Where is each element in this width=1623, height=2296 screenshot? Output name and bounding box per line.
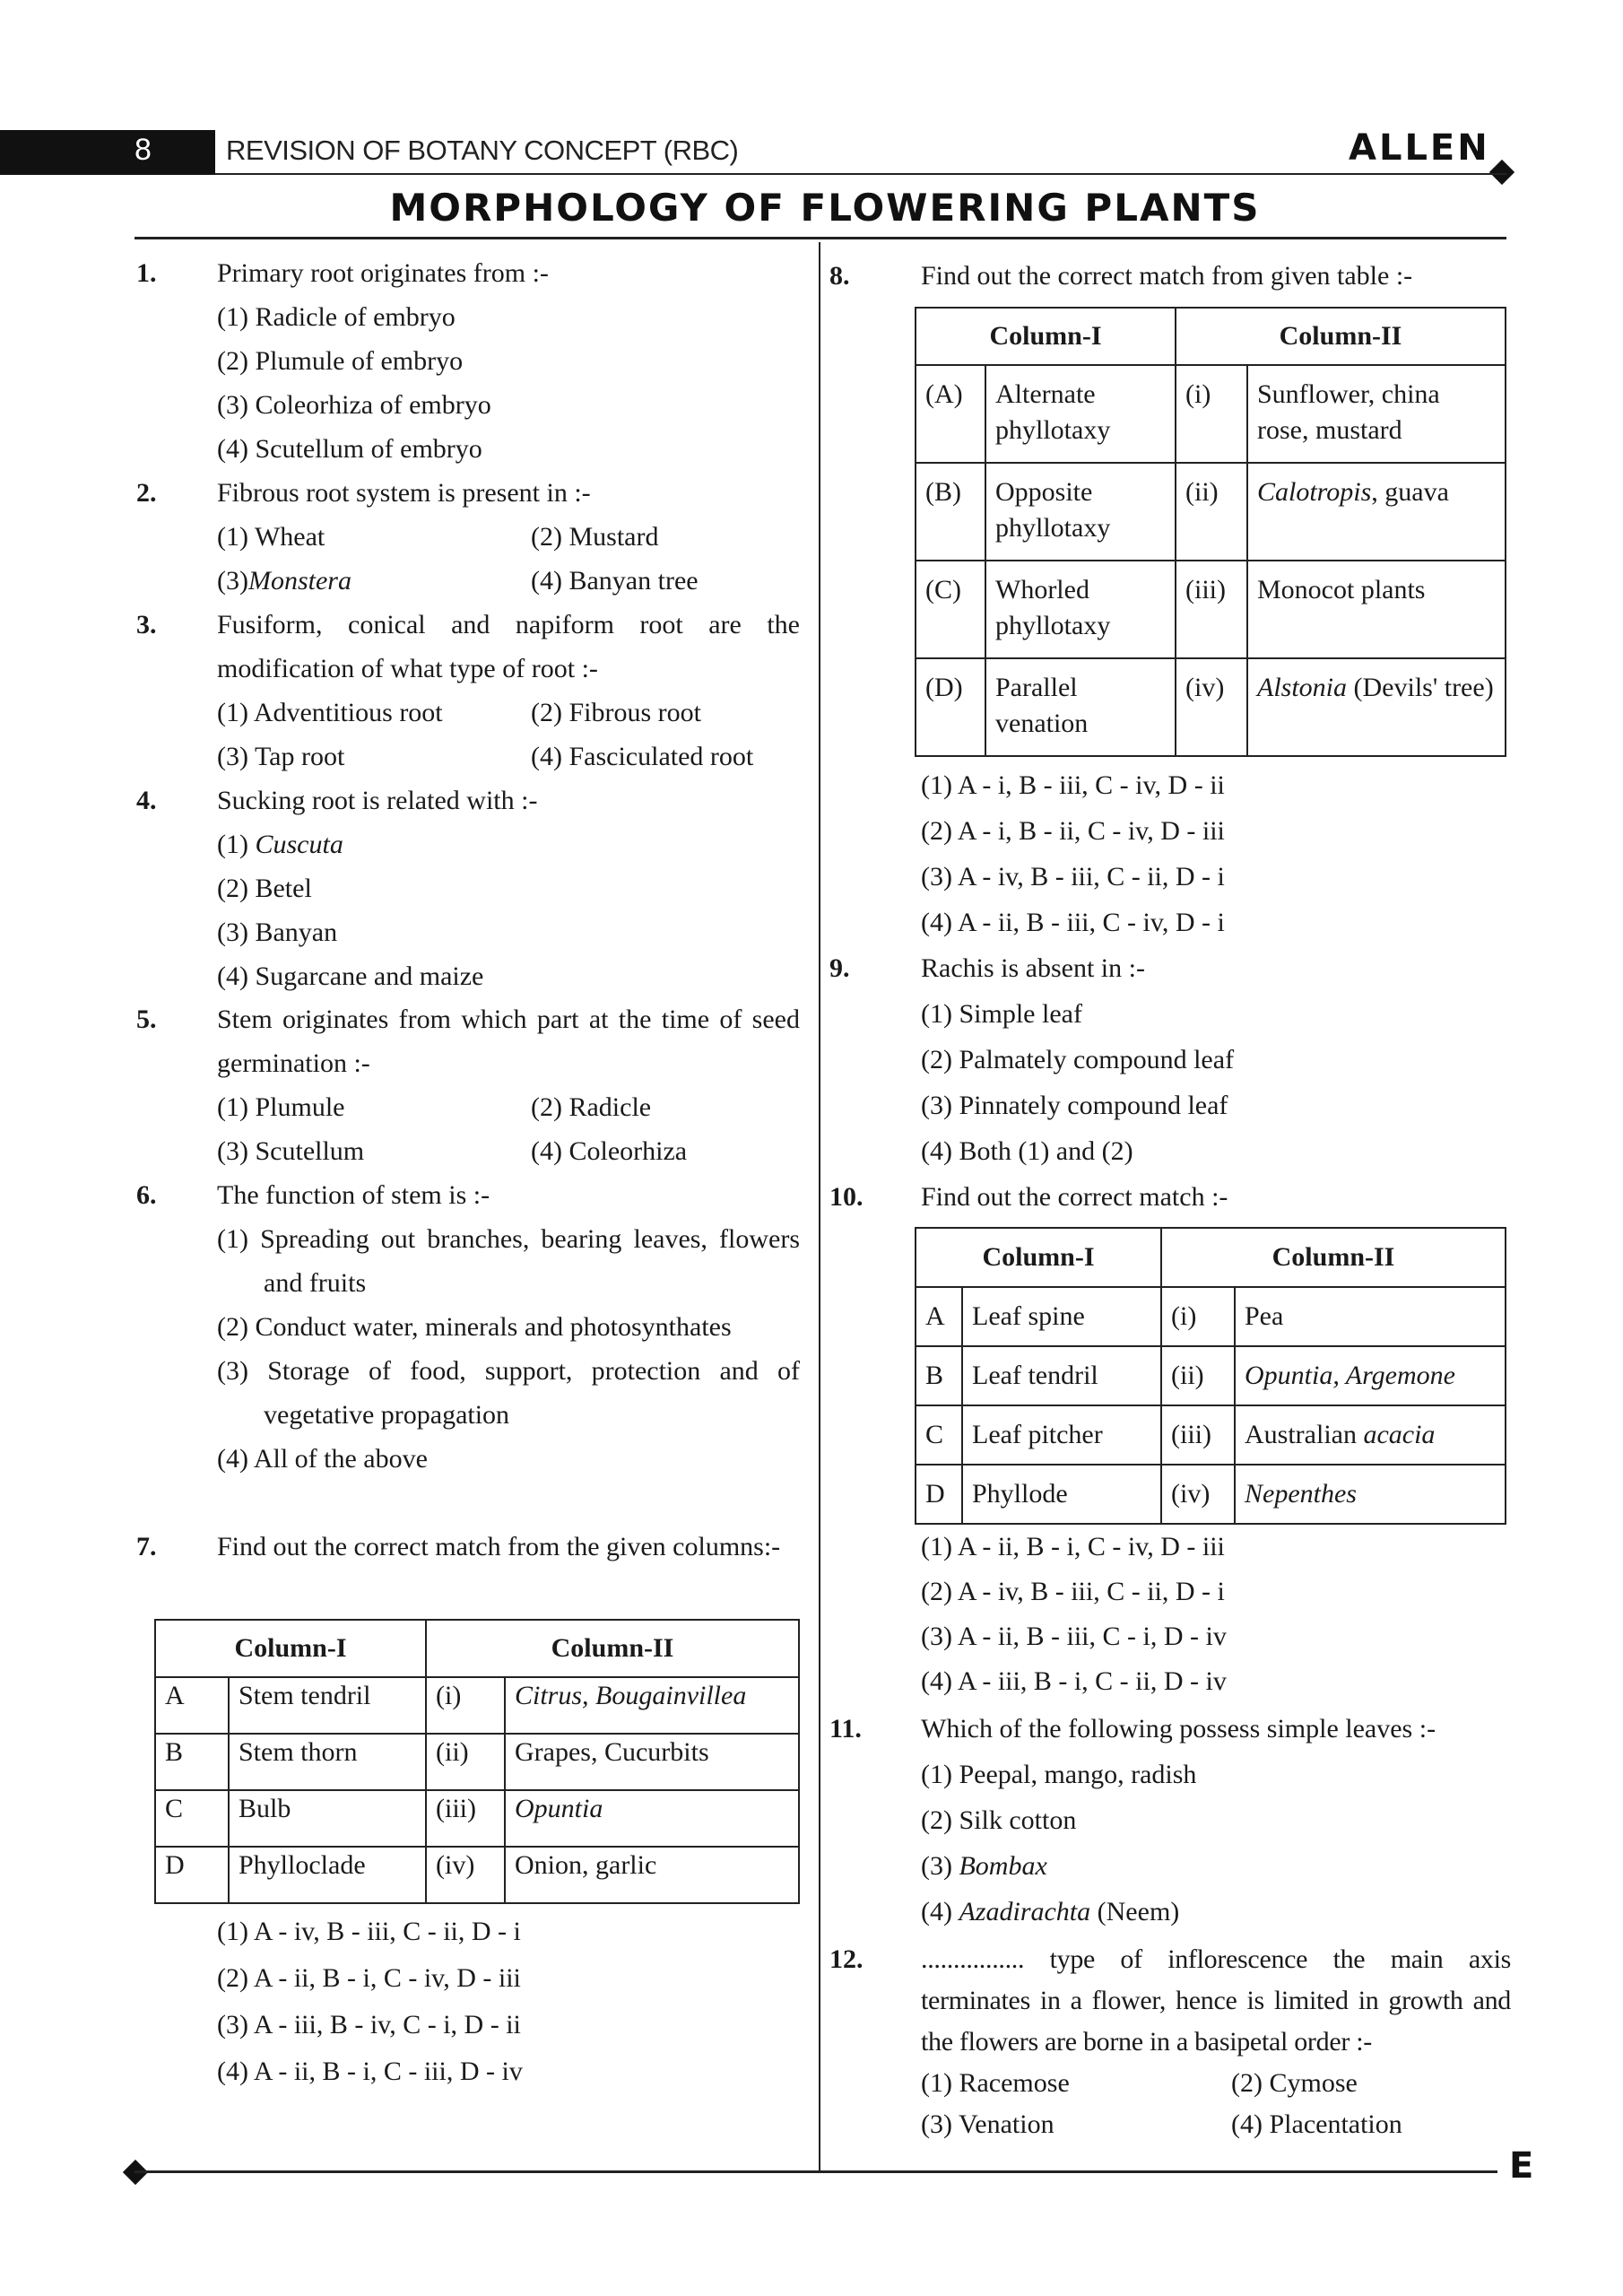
question-stem: Sucking root is related with :- (217, 786, 538, 815)
question-number: 6. (136, 1180, 157, 1210)
match-table-q10 (915, 1227, 1506, 1525)
option: (1) Simple leaf (921, 999, 1082, 1029)
table-row: (B) Opposite phyllotaxy (ii) Calotropis, guava (916, 463, 1506, 561)
option: (4) All of the above (217, 1444, 428, 1474)
option: (3) Venation (921, 2109, 1055, 2139)
option: (4) Sugarcane and maize (217, 961, 484, 991)
question-stem: Find out the correct match from given table :- (921, 261, 1413, 291)
title-rule (135, 237, 1506, 239)
option: (2) Plumule of embryo (217, 346, 464, 376)
option: (2) Palmately compound leaf (921, 1045, 1235, 1074)
option: (4) Banyan tree (531, 566, 699, 596)
question-number: 3. (136, 610, 157, 639)
option: (3) Pinnately compound leaf (921, 1091, 1228, 1120)
question-10 (829, 1175, 1511, 1219)
question-stem: Fibrous root system is present in :- (217, 478, 591, 508)
question-9 (829, 945, 1511, 1174)
option: (1) A - iv, B - iii, C - ii, D - i (217, 1917, 521, 1946)
option: (3) A - iii, B - iv, C - i, D - ii (217, 2010, 521, 2039)
question-stem: ................ type of inflorescence the main axis terminates in a flower, hence is limited in growth and the flowers are borne in a basipetal order :- (921, 1944, 1511, 2057)
option: (2) A - iv, B - iii, C - ii, D - i (921, 1577, 1225, 1606)
question-number: 4. (136, 786, 157, 815)
book-title: REVISION OF BOTANY CONCEPT (RBC) (226, 135, 739, 166)
column-divider (819, 242, 820, 2170)
question-number: 1. (136, 258, 157, 288)
table-row: A Stem tendril (i) Citrus, Bougainvillea (155, 1677, 799, 1734)
option: (1) Spreading out branches, bearing leaves, flowers and fruits (217, 1224, 800, 1298)
question-stem: Which of the following possess simple leaves :- (921, 1714, 1436, 1744)
question-number: 12. (829, 1944, 864, 1974)
option: (4) A - ii, B - i, C - iii, D - iv (217, 2057, 523, 2086)
question-stem: Find out the correct match from the given columns:- (217, 1532, 781, 1561)
question-6 (136, 1173, 800, 1481)
option: (3) A - iv, B - iii, C - ii, D - i (921, 862, 1225, 891)
question-12 (829, 1939, 1511, 2145)
footer-rule (135, 2170, 1497, 2173)
option: (2) Radicle (531, 1092, 652, 1122)
option: (4) A - ii, B - iii, C - iv, D - i (921, 908, 1225, 937)
option: (1) Wheat (217, 522, 325, 552)
species-name: acacia (1363, 1420, 1436, 1449)
table-row: (A) Alternate phyllotaxy (i) Sunflower, china rose, mustard (916, 365, 1506, 463)
question-stem: Primary root originates from :- (217, 258, 549, 288)
table-row: B Leaf tendril (ii) Opuntia, Argemone (916, 1346, 1506, 1405)
option: (3) Tap root (217, 742, 345, 771)
table-row: D Phylloclade (iv) Onion, garlic (155, 1847, 799, 1903)
question-number: 2. (136, 478, 157, 508)
option: (1) Cuscuta (217, 830, 343, 859)
brand-logo: ALLEN (1349, 127, 1490, 169)
column-header: Column-I (916, 1228, 1161, 1287)
option: (2) Betel (217, 874, 312, 903)
match-table-q7 (154, 1619, 800, 1904)
table-row: A Leaf spine (i) Pea (916, 1287, 1506, 1346)
table-row: D Phyllode (iv) Nepenthes (916, 1465, 1506, 1524)
option: (2) Mustard (531, 522, 659, 552)
table-row: (C) Whorled phyllotaxy (iii) Monocot plants (916, 561, 1506, 658)
page-number: 8 (135, 133, 152, 167)
question-8-options (829, 762, 1511, 945)
question-1 (136, 251, 800, 471)
species-name: Monstera (247, 566, 352, 596)
option: (3) Storage of food, support, protection and of vegetative propagation (217, 1356, 800, 1430)
column-header: Column-II (1161, 1228, 1506, 1287)
question-7-options (136, 1909, 800, 2095)
option: (4) Placentation (1231, 2109, 1402, 2139)
header-rule (215, 173, 1506, 175)
table-row: B Stem thorn (ii) Grapes, Cucurbits (155, 1734, 799, 1790)
question-number: 11. (829, 1714, 862, 1744)
chapter-title: MORPHOLOGY OF FLOWERING PLANTS (389, 186, 1261, 230)
option: (1) Peepal, mango, radish (921, 1760, 1197, 1789)
table-row: C Leaf pitcher (iii) Australian acacia (916, 1405, 1506, 1465)
column-header: Column-I (155, 1620, 426, 1677)
question-stem: Stem originates from which part at the time of seed germination :- (217, 1004, 800, 1078)
option: (1) Plumule (217, 1092, 345, 1122)
question-number: 10. (829, 1182, 864, 1212)
question-number: 9. (829, 953, 850, 983)
footer-letter: E (1509, 2145, 1534, 2187)
option: (2) A - ii, B - i, C - iv, D - iii (217, 1963, 521, 1993)
diamond-icon (1489, 160, 1515, 185)
column-header: Column-I (916, 308, 1176, 365)
option: (1) Racemose (921, 2068, 1070, 2098)
option: (1) A - ii, B - i, C - iv, D - iii (921, 1532, 1225, 1561)
option: (3)Monstera (217, 559, 531, 603)
header-bar (0, 130, 215, 175)
option: (4) Fasciculated root (531, 742, 754, 771)
option: (2) Silk cotton (921, 1805, 1077, 1835)
column-header: Column-II (1176, 308, 1506, 365)
species-name: Alstonia (1257, 673, 1348, 702)
option: (4) Scutellum of embryo (217, 434, 482, 464)
question-3 (136, 603, 800, 778)
question-stem: Fusiform, conical and napiform root are the modification of what type of root :- (217, 610, 800, 683)
species-name: Bombax (959, 1851, 1047, 1881)
species-name: Azadirachta (959, 1897, 1091, 1926)
option: (2) Fibrous root (531, 698, 701, 727)
option: (1) A - i, B - iii, C - iv, D - ii (921, 770, 1225, 800)
option: (3) Coleorhiza of embryo (217, 390, 491, 420)
question-stem: Rachis is absent in :- (921, 953, 1145, 983)
question-stem: The function of stem is :- (217, 1180, 490, 1210)
option: (3) Bombax (921, 1851, 1047, 1881)
question-5 (136, 997, 800, 1173)
question-stem: Find out the correct match :- (921, 1182, 1228, 1212)
option: (2) Cymose (1231, 2068, 1358, 2098)
species-name: Calotropis (1257, 477, 1372, 507)
species-name: Cuscuta (255, 830, 343, 859)
question-7 (136, 1525, 800, 1569)
question-number: 8. (829, 261, 850, 291)
match-table-q8 (915, 307, 1506, 757)
question-8 (829, 254, 1511, 298)
option: (1) Radicle of embryo (217, 302, 456, 332)
option: (3) Scutellum (217, 1136, 365, 1166)
question-number: 7. (136, 1532, 157, 1561)
question-10-options (829, 1525, 1511, 1704)
option: (3) Banyan (217, 918, 338, 947)
table-row: (D) Parallel venation (iv) Alstonia (Devils' tree) (916, 658, 1506, 756)
question-11 (829, 1706, 1511, 1935)
question-number: 5. (136, 1004, 157, 1034)
option: (1) Adventitious root (217, 698, 443, 727)
option: (3) A - ii, B - iii, C - i, D - iv (921, 1622, 1227, 1651)
option: (4) Azadirachta (Neem) (921, 1897, 1180, 1926)
question-4 (136, 778, 800, 998)
option: (4) Coleorhiza (531, 1136, 688, 1166)
option: (4) A - iii, B - i, C - ii, D - iv (921, 1666, 1227, 1696)
option: (2) A - i, B - ii, C - iv, D - iii (921, 816, 1225, 846)
column-header: Column-II (426, 1620, 799, 1677)
option: (4) Both (1) and (2) (921, 1136, 1133, 1166)
question-2 (136, 471, 800, 603)
table-row: C Bulb (iii) Opuntia (155, 1790, 799, 1847)
option: (2) Conduct water, minerals and photosynthates (217, 1312, 732, 1342)
